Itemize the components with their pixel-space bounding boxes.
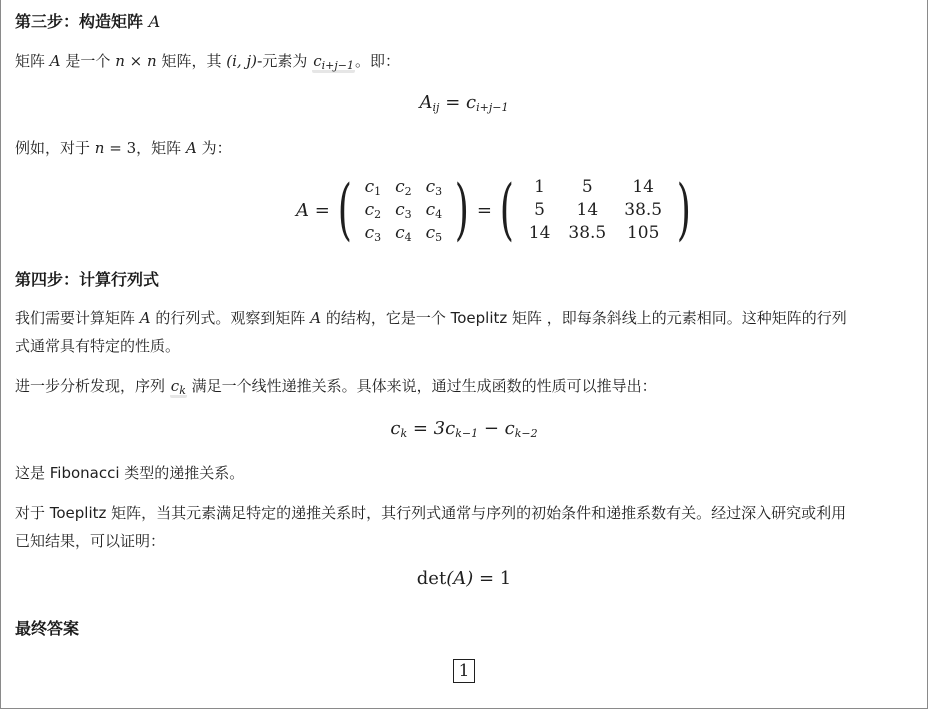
step4-paragraph-1-line-1 <box>15 307 847 328</box>
math-op: = <box>476 199 492 221</box>
step4-paragraph-2 <box>15 375 657 396</box>
matrix-cell: $c_5$ <box>425 223 443 245</box>
matrix-cell: $c_3$ <box>425 176 443 198</box>
math-var: A <box>419 92 433 113</box>
matrix-row <box>520 198 671 221</box>
matrix-cell: 14 <box>632 176 654 197</box>
math-var: c <box>170 377 180 395</box>
equation-1 <box>0 92 928 113</box>
equation-2 <box>0 418 928 439</box>
step3-paragraph-1 <box>15 50 400 71</box>
matrix-cell: $c_1$ <box>364 176 382 198</box>
step4-paragraph-4-line-1: 对于 Toeplitz 矩阵，当其元素满足特定的递推关系时，其行列式通常与序列的初始条件和递推系数有关。经过深入研究或利用 <box>15 504 847 522</box>
matrix-cell: $c_4$ <box>425 199 443 221</box>
matrix-row <box>520 175 671 198</box>
math-sub: k <box>179 384 186 397</box>
text: 的行列式。观察到矩阵 <box>155 309 306 327</box>
math-expr: = 3c <box>412 418 456 439</box>
left-paren: ( <box>337 171 352 248</box>
numeric-matrix <box>494 171 697 248</box>
text: ，矩阵 <box>136 139 182 157</box>
matrix-lhs: A = <box>296 199 330 221</box>
math-var: A <box>310 309 322 327</box>
text: 矩阵 <box>15 52 46 70</box>
matrix-cell: $c_2$ <box>395 176 412 198</box>
math-var: A <box>49 52 61 70</box>
matrix-cell: 38.5 <box>624 199 663 220</box>
text: 例如，对于 <box>15 139 91 157</box>
matrix-cell: $c_3$ <box>364 223 382 245</box>
symbolic-matrix-table <box>358 175 450 245</box>
text: 我们需要计算矩阵 <box>15 309 136 327</box>
matrix-row <box>358 175 450 198</box>
step4-paragraph-3: 这是 Fibonacci 类型的递推关系。 <box>15 464 245 482</box>
left-paren: ( <box>499 171 514 248</box>
matrix-cell: 38.5 <box>568 223 607 244</box>
matrix-cell: 14 <box>576 199 599 220</box>
matrix-cell: $c_3$ <box>395 199 412 221</box>
matrix-cell: 105 <box>626 223 660 244</box>
math-var: (i, j) <box>226 52 257 70</box>
math-var: (A) <box>446 568 474 589</box>
matrix-cell: 14 <box>528 223 551 244</box>
inline-code <box>312 52 355 73</box>
step3-heading-text: 第三步：构造矩阵 <box>15 12 144 31</box>
math-op: = <box>445 92 461 113</box>
math-sub: k <box>400 427 408 440</box>
matrix-equation <box>296 171 697 248</box>
text: 矩阵，其 <box>161 52 222 70</box>
text: -元素为 <box>256 52 308 70</box>
symbolic-matrix <box>332 171 475 248</box>
math-var: n <box>115 52 125 70</box>
math-var: c <box>313 52 322 70</box>
math-sub: k−1 <box>455 427 479 440</box>
step4-heading: 第四步：计算行列式 <box>15 270 160 289</box>
math-var: A <box>185 139 197 157</box>
matrix-cell: 5 <box>581 176 593 197</box>
math-expr: − c <box>483 418 515 439</box>
math-sub: i+j−1 <box>321 59 354 72</box>
right-paren: ) <box>454 171 470 248</box>
math-var: n <box>147 52 157 70</box>
matrix-row <box>358 198 450 221</box>
step4-paragraph-1-line-2: 式通常具有特定的性质。 <box>15 337 181 355</box>
final-answer <box>0 659 928 683</box>
text: 是一个 <box>65 52 111 70</box>
text: 进一步分析发现，序列 <box>15 377 166 395</box>
step3-heading <box>15 9 160 32</box>
text: 为： <box>201 139 232 157</box>
math-expr: = 1 <box>478 568 512 589</box>
math-op: = 3 <box>109 139 137 157</box>
step4-paragraph-4-line-2: 已知结果，可以证明： <box>15 532 166 550</box>
math-sub: k−2 <box>514 427 538 440</box>
step3-heading-var: A <box>148 12 161 31</box>
equation-3 <box>0 568 928 589</box>
math-sub: i+j−1 <box>476 101 509 114</box>
math-var: n <box>94 139 105 157</box>
math-sub: ij <box>432 101 440 114</box>
matrix-cell: 5 <box>534 199 545 220</box>
math-var: c <box>390 418 401 439</box>
math-func: det <box>416 568 447 589</box>
right-paren: ) <box>676 171 692 248</box>
inline-code <box>170 377 187 398</box>
final-heading: 最终答案 <box>15 619 80 638</box>
matrix-cell: 1 <box>534 176 545 197</box>
math-var: A <box>139 309 151 327</box>
text: 。即： <box>354 52 400 70</box>
math-var: c <box>466 92 477 113</box>
matrix-row <box>520 222 671 245</box>
matrix-row <box>358 222 450 245</box>
text: 的结构，它是一个 Toeplitz 矩阵 ，即每条斜线上的元素相同。这种矩阵的行列 <box>325 309 847 327</box>
matrix-cell: $c_4$ <box>395 223 412 245</box>
text: 满足一个线性递推关系。具体来说，通过生成函数的性质可以推导出： <box>191 377 657 395</box>
step3-paragraph-2 <box>15 137 232 158</box>
math-op: × <box>129 52 143 70</box>
numeric-matrix-table <box>520 175 671 245</box>
matrix-cell: $c_2$ <box>364 199 382 221</box>
boxed-answer: 1 <box>453 659 476 683</box>
